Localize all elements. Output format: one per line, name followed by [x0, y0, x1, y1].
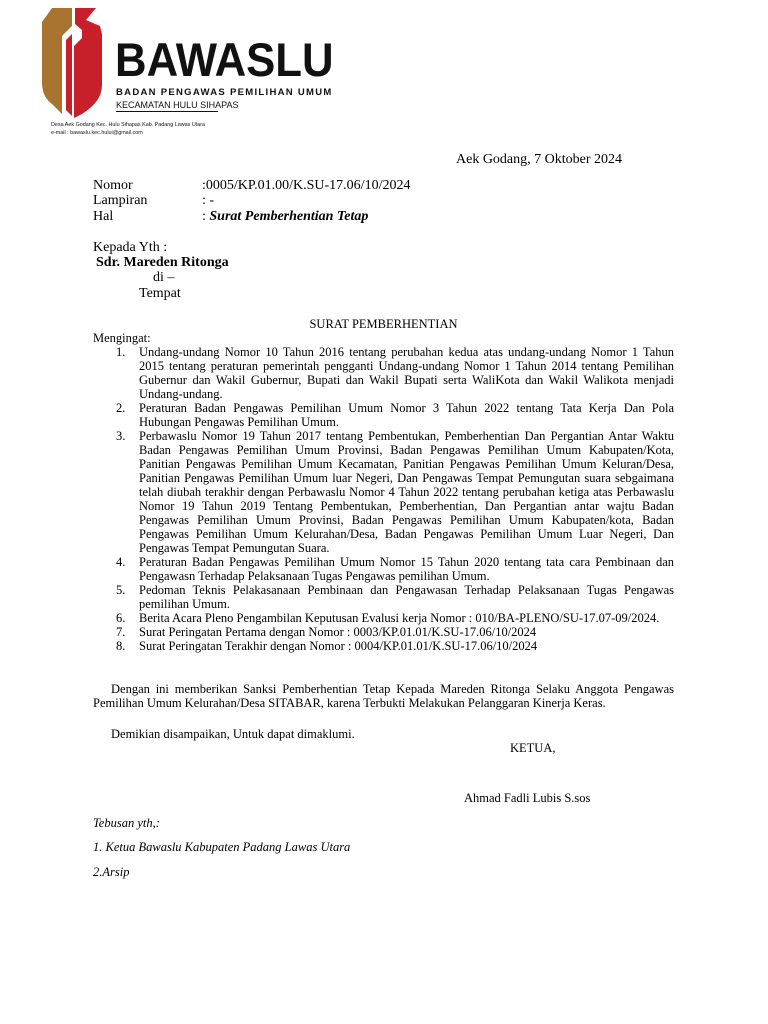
letterhead-address: Desa Aek Godang Kec. Hulu Sihapas Kab. Padang Lawas Utara	[51, 122, 206, 128]
meta-label-hal: Hal	[93, 209, 114, 224]
meta-label-lampiran: Lampiran	[93, 193, 148, 208]
recipient-greeting: Kepada Yth :	[93, 240, 168, 255]
list-item	[93, 583, 674, 611]
meta-label-nomor: Nomor	[93, 178, 133, 193]
list-text: Undang-undang Nomor 10 Tahun 2016 tentang perubahan kedua atas undang-undang Nomor 1 Tahun 2015 tentang peraturan pemerintah pengganti Undang-undang Nomor 1 Tahun 2014 tentang Pemilihan Gubernur dan Wakil Gubernur, Bupati dan Wakil Bupati serta WaliKota dan Wakil Walikota menjadi Undang-undang.	[139, 345, 674, 401]
bawaslu-logo-icon	[42, 6, 104, 120]
letter-title: SURAT PEMBERHENTIAN	[309, 317, 458, 331]
tembusan-item: 2.Arsip	[93, 865, 130, 879]
list-text: Peraturan Badan Pengawas Pemilihan Umum Nomor 15 Tahun 2020 tentang tata cara Pembinaan dan Pengawasn Terhadap Pelaksanaan Tugas Pengawas pemilihan Umum.	[139, 555, 674, 583]
list-item	[93, 555, 674, 583]
meta-hal	[202, 209, 368, 225]
brand-subtitle: BADAN PENGAWAS PEMILIHAN UMUM	[116, 87, 333, 98]
list-item	[93, 611, 674, 625]
list-text: Surat Peringatan Pertama dengan Nomor : 0003/KP.01.01/K.SU-17.06/10/2024	[139, 625, 537, 639]
meta-value-hal: Surat Pemberhentian Tetap	[209, 209, 369, 224]
list-text: Perbawaslu Nomor 19 Tahun 2017 tentang Pembentukan, Pemberhentian Dan Pergantian Antar Waktu Badan Pengawas Pemilihan Umum Provinsi, Badan Pengawas Pemilihan Umum Kabupaten/Kota, Panitian Pengawas Pemilihan Umum Kecamatan, Panitian Pengawas Pemilihan Umum Keluran/Desa, Panitian Pengawas Pemilihan Umum luar Negeri, Dan Pengawas Tempat Pemungutan suara sebgaimana telah diubah terakhir dengan Perbawaslu Nomor 4 Tahun 2022 tentang perubahan ketiga atas Perbawaslu Nomor 19 Tahun 2019 Tentang Pembentukan, Pemberhentian, Dan Pergantian antar wajtu Badan Pengawas Pemilihan Umum Provinsi, Badan Pengawas Pemilihan Umum Kabupaten/kota, Badan Pengawas Pemilihan Umum Kelurahan/Desa, Badan Pengawas Pemilihan Umum Luar Negeri, Dan Pengawas Tempat Pemungutan Suara.	[139, 429, 674, 555]
list-text: Pedoman Teknis Pelakasanaan Pembinaan dan Pengawasan Terhadap Pelaksanaan Tugas Pengawas pemilihan Umum.	[139, 583, 674, 611]
list-number: 6.	[116, 611, 126, 625]
brand-divider	[116, 111, 218, 112]
list-number: 5.	[116, 583, 126, 597]
list-number: 2.	[116, 401, 126, 415]
signature-role: KETUA,	[510, 741, 556, 755]
list-item	[93, 401, 674, 429]
list-text: Surat Peringatan Terakhir dengan Nomor : 0004/KP.01.01/K.SU-17.06/10/2024	[139, 639, 538, 653]
list-text: Berita Acara Pleno Pengambilan Keputusan Evalusi kerja Nomor : 010/BA-PLENO/SU-17.07-09/2024.	[139, 611, 660, 625]
list-number: 7.	[116, 625, 126, 639]
list-number: 4.	[116, 555, 126, 569]
mengingat-label: Mengingat:	[93, 331, 151, 345]
recipient-di: di –	[153, 270, 175, 285]
list-item	[93, 429, 674, 555]
letterhead-email: e-mail : bawaslu.kec.hului@gmail.com	[51, 130, 143, 136]
list-number: 3.	[116, 429, 126, 443]
brand-name: BAWASLU	[115, 33, 334, 86]
list-item	[93, 625, 674, 639]
brand-district: KECAMATAN HULU SIHAPAS	[116, 100, 239, 110]
meta-colon-hal: :	[202, 209, 210, 224]
tembusan-label: Tebusan yth,:	[93, 816, 160, 830]
list-item	[93, 639, 674, 653]
list-item	[93, 345, 674, 401]
list-number: 1.	[116, 345, 126, 359]
tembusan-item: 1. Ketua Bawaslu Kabupaten Padang Lawas Utara	[93, 840, 351, 854]
meta-value-nomor: :0005/KP.01.00/K.SU-17.06/10/2024	[202, 178, 411, 193]
letter-date: Aek Godang, 7 Oktober 2024	[456, 152, 623, 167]
list-number: 8.	[116, 639, 126, 653]
recipient-name: Sdr. Mareden Ritonga	[96, 255, 229, 270]
signature-name: Ahmad Fadli Lubis S.sos	[464, 791, 591, 805]
closing-text: Demikian disampaikan, Untuk dapat dimaklumi.	[111, 727, 355, 741]
recipient-place: Tempat	[139, 286, 181, 301]
mengingat-list	[93, 345, 674, 653]
body-paragraph: Dengan ini memberikan Sanksi Pemberhentian Tetap Kepada Mareden Ritonga Selaku Anggota Pengawas Pemilihan Umum Kelurahan/Desa SITABAR, karena Terbukti Melakukan Pelanggaran Kinerja Keras.	[93, 682, 674, 710]
meta-value-lampiran: : -	[202, 193, 215, 208]
list-text: Peraturan Badan Pengawas Pemilihan Umum Nomor 3 Tahun 2022 tentang Tata Kerja Dan Pola Hubungan Pengawas Pemilihan Umum.	[139, 401, 674, 429]
